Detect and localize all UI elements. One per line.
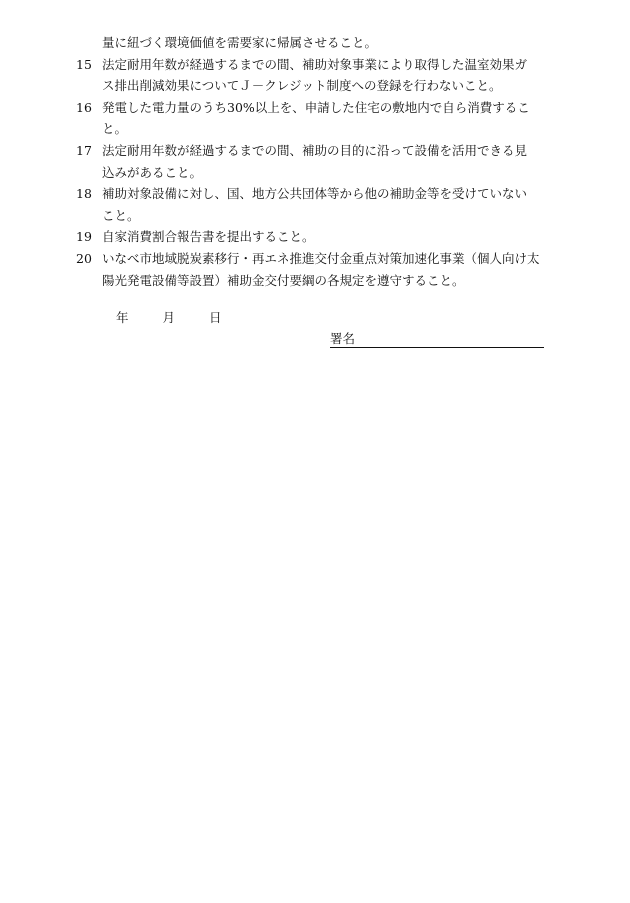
condition-item-16 bbox=[76, 97, 562, 140]
condition-number: 18 bbox=[76, 186, 92, 202]
condition-number: 15 bbox=[76, 56, 92, 72]
condition-item-15 bbox=[76, 54, 562, 97]
date-day-label: 日 bbox=[208, 310, 222, 325]
condition-text-continuation: 陽光発電設備等設置）補助金交付要綱の各規定を遵守すること。 bbox=[102, 272, 465, 288]
date-month-label: 月 bbox=[162, 310, 175, 325]
condition-number: 19 bbox=[76, 229, 92, 245]
condition-text-first-line: いなべ市地域脱炭素移行・再エネ推進交付金重点対策加速化事業（個人向け太 bbox=[102, 250, 540, 266]
condition-text-first-line: 自家消費割合報告書を提出すること。 bbox=[102, 229, 315, 245]
condition-text-continuation: と。 bbox=[102, 121, 128, 137]
condition-text-continuation: 込みがあること。 bbox=[102, 164, 203, 180]
condition-number: 17 bbox=[76, 142, 92, 158]
condition-item-18 bbox=[76, 183, 562, 226]
condition-item-20 bbox=[76, 248, 562, 291]
condition-number: 20 bbox=[76, 250, 92, 266]
signature-line bbox=[330, 330, 544, 348]
conditions-list bbox=[76, 32, 562, 291]
condition-text-first-line: 法定耐用年数が経過するまでの間、補助対象事業により取得した温室効果ガ bbox=[102, 56, 528, 72]
condition-item-19 bbox=[76, 226, 562, 248]
condition-text-continuation: こと。 bbox=[102, 207, 140, 223]
continued-item-text: 量に紐づく環境価値を需要家に帰属させること。 bbox=[102, 35, 378, 50]
condition-text-continuation: ス排出削減効果についてＪ－クレジット制度への登録を行わないこと。 bbox=[102, 78, 502, 94]
condition-text-first-line: 法定耐用年数が経過するまでの間、補助の目的に沿って設備を活用できる見 bbox=[102, 142, 528, 158]
condition-number: 16 bbox=[76, 99, 92, 115]
date-year-label: 年 bbox=[116, 310, 129, 325]
signature-label: 署名 bbox=[330, 331, 356, 346]
date-line bbox=[116, 309, 221, 327]
condition-item-17 bbox=[76, 140, 562, 183]
condition-text-first-line: 補助対象設備に対し、国、地方公共団体等から他の補助金等を受けていない bbox=[102, 186, 528, 202]
continued-item bbox=[76, 32, 562, 54]
condition-text-first-line: 発電した電力量のうち30%以上を、申請した住宅の敷地内で自ら消費するこ bbox=[102, 99, 530, 115]
